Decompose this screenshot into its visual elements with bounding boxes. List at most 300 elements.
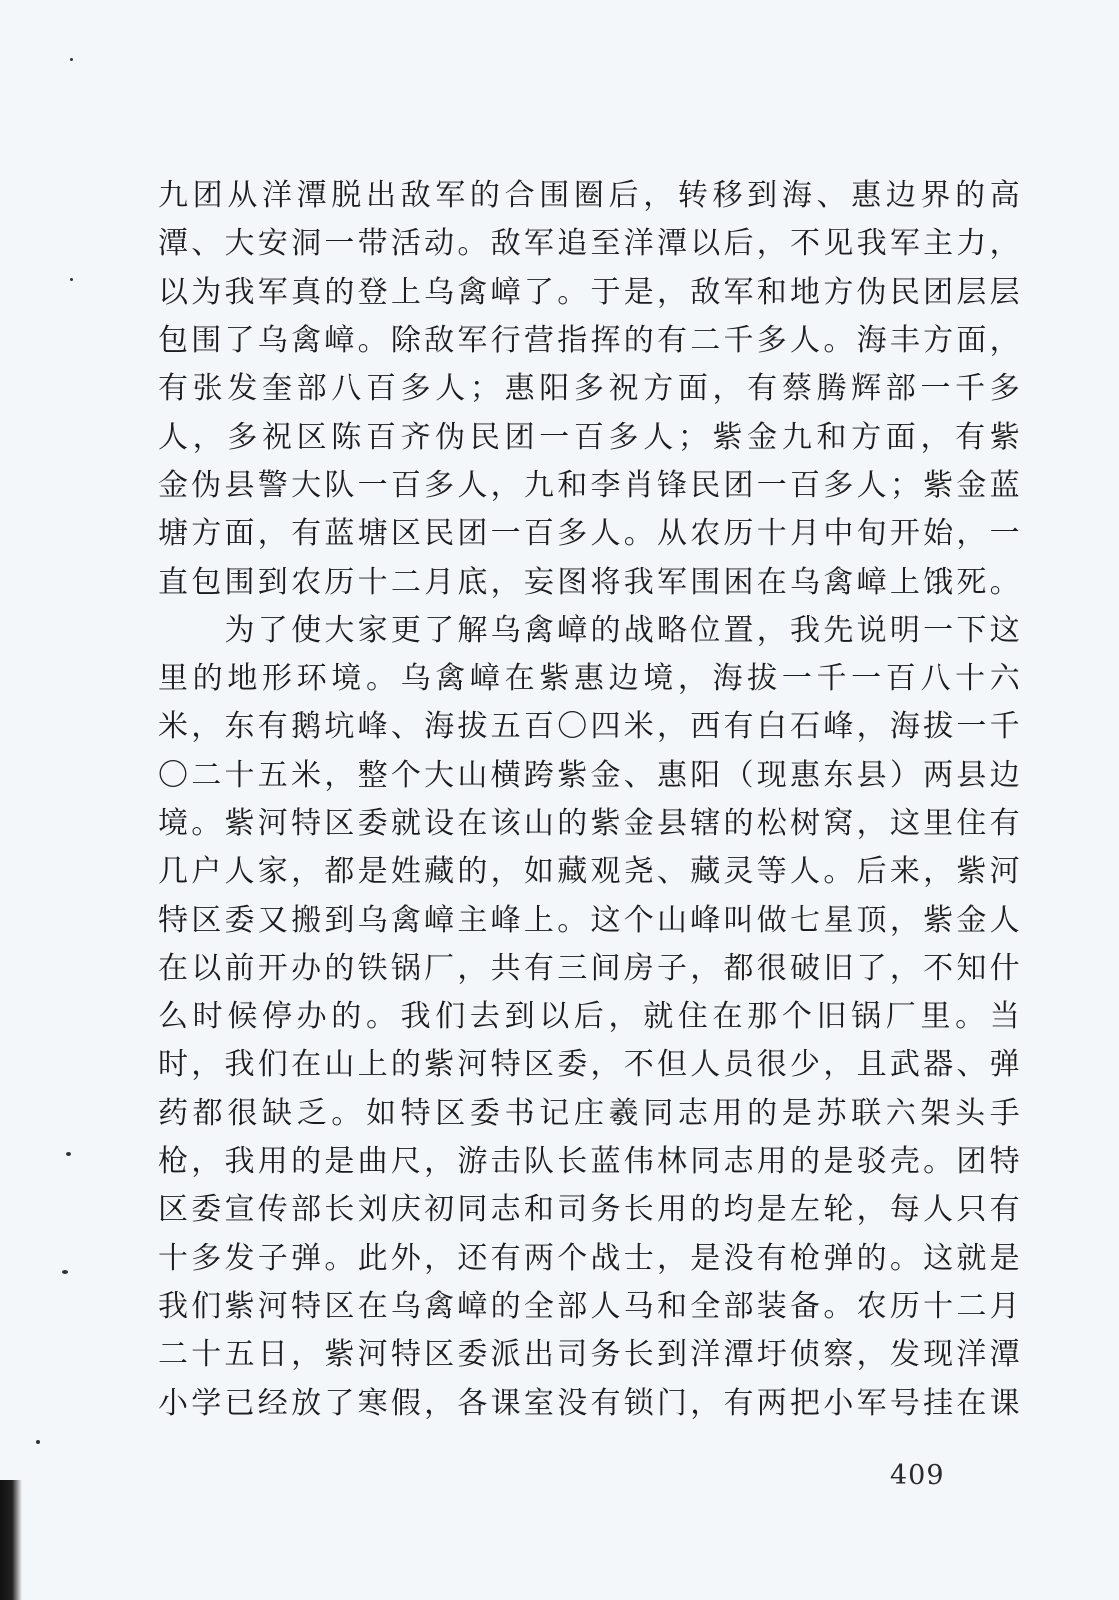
text-char: 图 bbox=[557, 564, 588, 600]
text-char: 百 bbox=[523, 516, 554, 552]
text-char: 腾 bbox=[816, 371, 847, 407]
text-char: 千 bbox=[816, 661, 847, 697]
text-char: 有 bbox=[523, 950, 554, 986]
text-char: 队 bbox=[523, 1144, 554, 1180]
text-char: 民 bbox=[424, 516, 455, 552]
text-char: 击 bbox=[490, 1144, 521, 1180]
text-char: 洋 bbox=[623, 226, 654, 262]
text-char: 境 bbox=[643, 661, 674, 697]
text-char: 设 bbox=[424, 806, 455, 841]
text-char: 户 bbox=[191, 854, 222, 890]
text-char: 从 bbox=[227, 178, 258, 214]
text-line bbox=[158, 651, 1020, 699]
text-char: 是 bbox=[823, 1144, 854, 1180]
text-char: 有 bbox=[756, 1240, 787, 1276]
text-char: 潭 bbox=[158, 226, 188, 262]
text-char: 人 bbox=[224, 854, 255, 890]
text-char: 是 bbox=[690, 1240, 721, 1276]
text-char: 我 bbox=[623, 564, 654, 600]
scan-speck bbox=[62, 1270, 68, 1274]
text-char: 潭 bbox=[296, 178, 327, 214]
text-char: 鹅 bbox=[291, 709, 322, 745]
text-char: 的 bbox=[955, 178, 986, 214]
text-char: 界 bbox=[920, 178, 951, 214]
text-char: 力 bbox=[956, 226, 987, 262]
text-char: 千 bbox=[723, 323, 754, 359]
text-line bbox=[158, 1134, 1020, 1182]
text-char: ， bbox=[690, 1385, 721, 1421]
text-char: 发 bbox=[889, 1337, 920, 1373]
text-line bbox=[158, 989, 1020, 1037]
text-char: 伪 bbox=[856, 274, 887, 310]
text-char: 的 bbox=[690, 1192, 721, 1228]
text-char: 洋 bbox=[690, 1337, 721, 1373]
text-char: 特 bbox=[291, 1288, 322, 1324]
text-char: ， bbox=[490, 854, 521, 890]
text-char: 拔 bbox=[923, 709, 954, 745]
text-char: 少 bbox=[790, 1047, 821, 1083]
text-char: 民 bbox=[889, 274, 920, 310]
text-char: 至 bbox=[590, 226, 621, 262]
text-char: 。 bbox=[357, 323, 388, 359]
text-char: 一 bbox=[923, 612, 954, 648]
text-char: 藏 bbox=[690, 854, 721, 890]
text-char: 多 bbox=[400, 371, 431, 407]
text-line bbox=[158, 603, 1020, 651]
text-char: 候 bbox=[227, 999, 258, 1035]
text-char: 们 bbox=[435, 999, 466, 1035]
text-char: 枪 bbox=[790, 1240, 821, 1276]
text-char: ， bbox=[257, 516, 288, 552]
text-char: 联 bbox=[851, 1095, 882, 1131]
text-char: 员 bbox=[723, 1047, 754, 1083]
text-char: 但 bbox=[656, 1047, 687, 1083]
text-char: 高 bbox=[989, 178, 1020, 214]
text-char: 部 bbox=[557, 1288, 588, 1324]
text-char: 团 bbox=[956, 1144, 987, 1180]
text-char: ， bbox=[656, 274, 687, 310]
text-char: 。 bbox=[923, 1144, 954, 1180]
text-char: 曲 bbox=[357, 1144, 388, 1180]
text-char: 子 bbox=[656, 950, 687, 986]
text-char: ， bbox=[490, 467, 521, 503]
text-line bbox=[158, 216, 1020, 264]
text-char: 传 bbox=[257, 1192, 288, 1228]
text-char: 丰 bbox=[889, 323, 920, 359]
text-char: 人 bbox=[158, 419, 188, 455]
text-char: 间 bbox=[590, 950, 621, 986]
text-char: 的 bbox=[469, 178, 500, 214]
text-char: 区 bbox=[424, 1337, 455, 1373]
text-char: 二 bbox=[956, 1288, 987, 1324]
text-char: 家 bbox=[257, 854, 288, 890]
text-char: 士 bbox=[623, 1240, 654, 1276]
text-char: 祝 bbox=[261, 419, 292, 455]
scan-binding-shadow bbox=[0, 1480, 22, 1600]
text-char: 区 bbox=[296, 419, 327, 455]
text-char: 嶂 bbox=[424, 902, 455, 938]
text-char: 蓝 bbox=[324, 516, 355, 552]
text-char: 我 bbox=[224, 274, 255, 310]
text-char: 〇 bbox=[557, 709, 588, 745]
text-char: 五 bbox=[257, 757, 288, 793]
text-char: 弹 bbox=[291, 1240, 322, 1276]
text-char: 和 bbox=[656, 1288, 687, 1324]
text-char: 姓 bbox=[390, 854, 421, 890]
text-char: 百 bbox=[790, 467, 821, 503]
text-char: 人 bbox=[590, 1288, 621, 1324]
text-char: 海 bbox=[781, 178, 812, 214]
text-char: 河 bbox=[989, 854, 1020, 890]
text-char: 志 bbox=[677, 1095, 708, 1131]
text-char: 有 bbox=[955, 419, 986, 455]
text-char: ， bbox=[191, 709, 222, 745]
text-char: 尧 bbox=[623, 854, 654, 890]
text-char: 一 bbox=[490, 516, 521, 552]
text-char: 两 bbox=[756, 1385, 787, 1421]
text-char: 紫 bbox=[424, 1047, 455, 1083]
text-char: 庆 bbox=[390, 1192, 421, 1228]
text-char: 课 bbox=[989, 1385, 1020, 1421]
text-char: 经 bbox=[257, 1385, 288, 1421]
text-char: 团 bbox=[504, 419, 535, 455]
text-char: 观 bbox=[590, 854, 621, 890]
text-char: 多 bbox=[424, 467, 455, 503]
text-char: 地 bbox=[790, 274, 821, 310]
text-char: 没 bbox=[557, 1385, 588, 1421]
text-char: 嶂 bbox=[324, 323, 355, 359]
text-char: ， bbox=[856, 1337, 887, 1373]
text-char: 我 bbox=[400, 999, 431, 1035]
text-char: 假 bbox=[390, 1385, 421, 1421]
text-char: 张 bbox=[192, 371, 223, 407]
text-char: 后 bbox=[608, 178, 639, 214]
text-char: 。 bbox=[955, 999, 986, 1035]
text-char: 米 bbox=[623, 709, 654, 745]
text-char: 九 bbox=[523, 467, 554, 503]
text-char: 河 bbox=[257, 806, 288, 841]
text-char: 包 bbox=[158, 323, 188, 359]
text-char: 辖 bbox=[690, 806, 721, 841]
text-char: 见 bbox=[823, 226, 854, 262]
text-char: 饿 bbox=[923, 564, 954, 600]
text-char: 。 bbox=[457, 226, 488, 262]
text-char: 动 bbox=[424, 226, 455, 262]
text-char: 蓝 bbox=[989, 467, 1020, 503]
text-char: 方 bbox=[851, 419, 882, 455]
text-char: 开 bbox=[257, 950, 288, 986]
text-char: 号 bbox=[889, 1385, 920, 1421]
text-char: 这 bbox=[989, 612, 1020, 648]
text-char: 这 bbox=[590, 902, 621, 938]
text-char: 历 bbox=[889, 1288, 920, 1324]
text-char: 县 bbox=[856, 757, 887, 793]
text-char: 历 bbox=[324, 564, 355, 600]
text-char: 从 bbox=[656, 516, 687, 552]
text-char: 庄 bbox=[573, 1095, 604, 1131]
text-char: 移 bbox=[712, 178, 743, 214]
text-char: 三 bbox=[557, 950, 588, 986]
text-char: 紫 bbox=[590, 806, 621, 841]
text-char: 了 bbox=[224, 323, 255, 359]
text-char: 紫 bbox=[956, 854, 987, 890]
text-char: 围 bbox=[224, 564, 255, 600]
text-char: 有 bbox=[257, 709, 288, 745]
text-char: ， bbox=[677, 661, 708, 697]
text-char: ， bbox=[656, 1240, 687, 1276]
body-text bbox=[158, 168, 1020, 1424]
text-line bbox=[158, 1279, 1020, 1327]
text-char: 办 bbox=[296, 999, 327, 1035]
text-char: ， bbox=[856, 709, 887, 745]
text-char: 十 bbox=[158, 1240, 188, 1276]
text-char: 人 bbox=[790, 854, 821, 890]
text-char: 奎 bbox=[261, 371, 292, 407]
text-char: 金 bbox=[747, 419, 778, 455]
text-char: 锁 bbox=[623, 1385, 654, 1421]
text-char: 里 bbox=[923, 806, 954, 841]
text-char: 装 bbox=[756, 1288, 787, 1324]
text-char: 敌 bbox=[690, 274, 721, 310]
text-char: 人 bbox=[643, 419, 674, 455]
text-char: 人 bbox=[435, 371, 466, 407]
text-char: ， bbox=[291, 1337, 322, 1373]
text-line bbox=[158, 699, 1020, 747]
text-char: 山 bbox=[324, 1047, 355, 1083]
text-char: 金 bbox=[590, 757, 621, 793]
text-char: 。 bbox=[365, 661, 396, 697]
text-char: 。 bbox=[989, 564, 1020, 600]
text-char: 到 bbox=[257, 564, 288, 600]
text-char: 在 bbox=[756, 564, 787, 600]
text-char: 停 bbox=[261, 999, 292, 1035]
text-char: 十 bbox=[224, 757, 255, 793]
text-char: 后 bbox=[573, 999, 604, 1035]
text-char: 包 bbox=[191, 564, 222, 600]
text-char: 圈 bbox=[573, 178, 604, 214]
text-char: 底 bbox=[457, 564, 488, 600]
text-char: 转 bbox=[677, 178, 708, 214]
text-char: 了 bbox=[523, 274, 554, 310]
text-char: 不 bbox=[790, 226, 821, 262]
text-char: ， bbox=[192, 419, 223, 455]
text-char: 面 bbox=[885, 419, 916, 455]
text-line bbox=[158, 458, 1020, 506]
text-char: 多 bbox=[756, 323, 787, 359]
text-char: 山 bbox=[523, 806, 554, 841]
text-char: 惠 bbox=[573, 661, 604, 697]
text-char: 禽 bbox=[291, 323, 322, 359]
text-char: 、 bbox=[816, 178, 847, 214]
text-char: 的 bbox=[557, 806, 588, 841]
text-line bbox=[158, 796, 1020, 844]
text-char: 很 bbox=[756, 950, 787, 986]
text-char: 一 bbox=[920, 371, 951, 407]
text-char: 方 bbox=[923, 323, 954, 359]
text-line bbox=[158, 265, 1020, 313]
text-char: 一 bbox=[756, 467, 787, 503]
text-char: 二 bbox=[158, 1337, 188, 1373]
text-char: 月 bbox=[989, 1288, 1020, 1324]
text-char: 河 bbox=[357, 1337, 388, 1373]
text-char: 团 bbox=[457, 516, 488, 552]
text-char: 李 bbox=[590, 467, 621, 503]
text-char: 嶂 bbox=[856, 564, 887, 600]
text-char: 嶂 bbox=[557, 612, 588, 648]
text-char: 人 bbox=[923, 1192, 954, 1228]
text-char: 旧 bbox=[816, 999, 847, 1035]
text-char: 什 bbox=[989, 950, 1020, 986]
text-char: 在 bbox=[158, 950, 188, 986]
text-char: 在 bbox=[504, 661, 535, 697]
text-char: 紫 bbox=[557, 757, 588, 793]
text-char: 千 bbox=[955, 371, 986, 407]
text-char: 整 bbox=[357, 757, 388, 793]
text-char: 形 bbox=[261, 661, 292, 697]
text-char: 住 bbox=[677, 999, 708, 1035]
text-char: 共 bbox=[490, 950, 521, 986]
text-char: 月 bbox=[790, 516, 821, 552]
text-char: 农 bbox=[856, 1288, 887, 1324]
text-char: 金 bbox=[158, 467, 188, 503]
text-char: 六 bbox=[989, 661, 1020, 697]
text-char: 十 bbox=[191, 1337, 222, 1373]
text-char: 苏 bbox=[816, 1095, 847, 1131]
text-char: 的 bbox=[623, 323, 654, 359]
text-char: 有 bbox=[291, 516, 322, 552]
text-char: 寒 bbox=[357, 1385, 388, 1421]
text-char: 妄 bbox=[523, 564, 554, 600]
text-char: 和 bbox=[816, 419, 847, 455]
text-char: 合 bbox=[504, 178, 535, 214]
text-char: 的 bbox=[390, 1047, 421, 1083]
text-char: 蓝 bbox=[590, 1144, 621, 1180]
text-char: 洋 bbox=[261, 178, 292, 214]
text-char: 跨 bbox=[523, 757, 554, 793]
text-char: 洞 bbox=[291, 226, 322, 262]
text-char: 登 bbox=[357, 274, 388, 310]
text-char: 特 bbox=[291, 806, 322, 841]
text-char: 肖 bbox=[623, 467, 654, 503]
text-char: 为 bbox=[191, 274, 222, 310]
text-char: 更 bbox=[390, 612, 421, 648]
text-char: 和 bbox=[557, 467, 588, 503]
text-char: 多 bbox=[191, 1240, 222, 1276]
text-char: 区 bbox=[324, 806, 355, 841]
text-char: 了 bbox=[324, 1385, 355, 1421]
text-char: 藏 bbox=[557, 854, 588, 890]
text-char: 下 bbox=[956, 612, 987, 648]
text-char: 主 bbox=[457, 902, 488, 938]
text-char: 团 bbox=[723, 467, 754, 503]
text-char: 林 bbox=[656, 1144, 687, 1180]
text-char: 潭 bbox=[656, 226, 687, 262]
text-char: 使 bbox=[291, 612, 322, 648]
text-char: 委 bbox=[457, 1337, 488, 1373]
text-char: 山 bbox=[656, 902, 687, 938]
text-char: 以 bbox=[539, 999, 570, 1035]
text-char: 察 bbox=[823, 1337, 854, 1373]
text-char: 追 bbox=[557, 226, 588, 262]
text-char: 轮 bbox=[823, 1192, 854, 1228]
text-char: 不 bbox=[623, 1047, 654, 1083]
text-line bbox=[158, 168, 1020, 216]
text-char: 后 bbox=[723, 226, 754, 262]
text-char: 齐 bbox=[400, 419, 431, 455]
text-char: 们 bbox=[257, 1047, 288, 1083]
text-char: 民 bbox=[469, 419, 500, 455]
text-char: 和 bbox=[756, 274, 787, 310]
text-char: 里 bbox=[158, 661, 188, 697]
text-char: 指 bbox=[557, 323, 588, 359]
text-char: ， bbox=[823, 1047, 854, 1083]
text-char: 的 bbox=[192, 661, 223, 697]
text-char: 乌 bbox=[790, 564, 821, 600]
text-char: ， bbox=[923, 854, 954, 890]
text-char: 。 bbox=[365, 999, 396, 1035]
text-char: 里 bbox=[920, 999, 951, 1035]
text-char: 的 bbox=[490, 1288, 521, 1324]
text-char: 厂 bbox=[885, 999, 916, 1035]
text-line bbox=[158, 892, 1020, 940]
text-char: 部 bbox=[723, 1288, 754, 1324]
text-char: 委 bbox=[191, 1192, 222, 1228]
text-char: 枪 bbox=[158, 1144, 188, 1180]
text-char: ， bbox=[490, 564, 521, 600]
text-char: 了 bbox=[257, 612, 288, 648]
text-char: 顶 bbox=[856, 902, 887, 938]
text-char: 务 bbox=[590, 1337, 621, 1373]
text-char: 县 bbox=[656, 806, 687, 841]
text-line bbox=[158, 1327, 1020, 1375]
text-char: 等 bbox=[756, 854, 787, 890]
text-char: 多 bbox=[989, 371, 1020, 407]
text-char: 乌 bbox=[490, 612, 521, 648]
text-char: 有 bbox=[490, 1240, 521, 1276]
text-char: 门 bbox=[656, 1385, 687, 1421]
text-char: 一 bbox=[781, 661, 812, 697]
text-char: 锋 bbox=[656, 467, 687, 503]
text-char: 边 bbox=[885, 178, 916, 214]
text-char: 将 bbox=[590, 564, 621, 600]
text-char: 锅 bbox=[851, 999, 882, 1035]
text-char: 搬 bbox=[291, 902, 322, 938]
text-char: 志 bbox=[490, 1192, 521, 1228]
text-char: 方 bbox=[191, 516, 222, 552]
text-char: 、 bbox=[656, 854, 687, 890]
text-char: 发 bbox=[224, 1240, 255, 1276]
text-char: 左 bbox=[790, 1192, 821, 1228]
text-char: 。 bbox=[191, 806, 222, 841]
text-char: 直 bbox=[158, 564, 188, 600]
text-char: 惠 bbox=[656, 757, 687, 793]
text-char: 做 bbox=[756, 902, 787, 938]
text-char: 现 bbox=[923, 1337, 954, 1373]
text-char: 同 bbox=[457, 1192, 488, 1228]
text-char: 七 bbox=[790, 902, 821, 938]
text-char: 一 bbox=[956, 709, 987, 745]
text-char: 就 bbox=[956, 1240, 987, 1276]
text-char: 的 bbox=[723, 806, 754, 841]
text-char: 上 bbox=[357, 1047, 388, 1083]
text-char: 围 bbox=[191, 323, 222, 359]
text-char: 来 bbox=[889, 854, 920, 890]
text-char: 解 bbox=[457, 612, 488, 648]
text-char: 百 bbox=[523, 709, 554, 745]
text-char: 特 bbox=[400, 1095, 431, 1131]
text-char: ， bbox=[889, 950, 920, 986]
text-char: 阳 bbox=[539, 371, 570, 407]
